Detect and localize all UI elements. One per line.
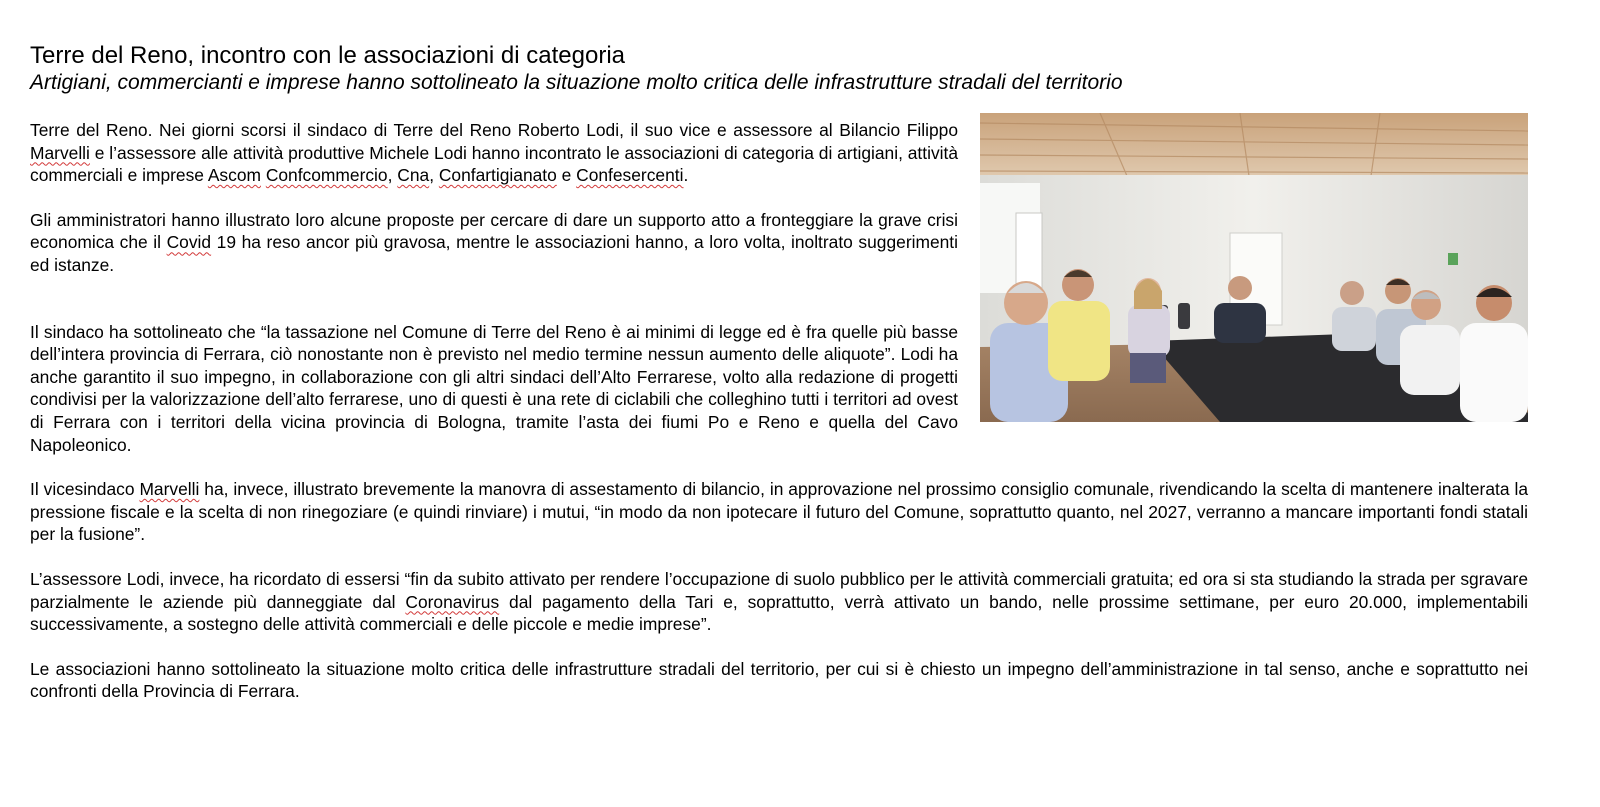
paragraph-1: Terre del Reno. Nei giorni scorsi il sindaco di Terre del Reno Roberto Lodi, il suo vice e assessore al Bilancio Filippo Marvelli e l’assessore alle attività produttive Michele Lodi hanno incontrato le associazioni di categoria di artigiani, attività commerciali e imprese Ascom Confcommercio, Cna, Confartigianato e Confesercenti. <box>30 120 959 186</box>
paragraph-5: L’assessore Lodi, invece, ha ricordato di essersi “fin da subito attivato per rendere l’occupazione di suolo pubblico per le attività commerciali gratuita; ed ora si sta studiando la strada per sgravare parzialmente le aziende più danneggiate dal Coronavirus dal pagamento della Tari e, soprattutto, verrà attivato un bando, nelle prossime settimane, per euro 20.000, implementabili successivamente, a sostegno delle attività commerciali e delle piccole e medie imprese”. <box>30 568 1529 635</box>
paragraph-6: Le associazioni hanno sottolineato la situazione molto critica delle infrastrutture stradali del territorio, per cui si è chiesto un impegno dell’amministrazione in tal senso, anche e soprattutto nei confronti della Provincia di Ferrara. <box>30 658 1528 702</box>
paragraph-4: Il vicesindaco Marvelli ha, invece, illustrato brevemente la manovra di assestamento di bilancio, in approvazione nel prossimo consiglio comunale, rivendicando la scelta di mantenere inalterata la pressione fiscale e la scelta di non rinegoziare (e quindi rinviare) i mutui, “in modo da non ipotecare il futuro del Comune, soprattutto quanto, nel 2027, verranno a mancare importanti fondi statali per la fusione”. <box>30 479 1528 545</box>
paragraph-3: Il sindaco ha sottolineato che “la tassazione nel Comune di Terre del Reno è ai minimi di legge ed è fra quelle più basse dell’intera provincia di Ferrara, ciò nonostante non è previsto nel medio termine nessun aumento delle aliquote”. Lodi ha anche garantito il suo impegno, in collaborazione con gli altri sindaci dell’Alto Ferrarese, volto alla redazione di progetti condivisi per la valorizzazione dell’alto ferrarese, uno di questi è una rete di ciclabili che colleghino tutti i territori ad ovest di Ferrara con i territori della vicina provincia di Bologna, tramite l’asta dei fiumi Po e Reno e quella del Cavo Napoleonico. <box>30 321 958 455</box>
document-page <box>30 42 1528 725</box>
meeting-photo <box>980 113 1528 422</box>
meeting-room-image <box>980 113 1528 422</box>
article-subtitle: Artigiani, commercianti e imprese hanno sottolineato la situazione molto critica delle infrastrutture stradali del territorio <box>30 71 1123 94</box>
paragraph-2: Gli amministratori hanno illustrato loro alcune proposte per cercare di dare un supporto atto a fronteggiare la grave crisi economica che il Covid 19 ha reso ancor più gravosa, mentre le associazioni hanno, a loro volta, inoltrato suggerimenti ed istanze. <box>30 209 958 275</box>
article-title: Terre del Reno, incontro con le associazioni di categoria <box>30 42 625 69</box>
